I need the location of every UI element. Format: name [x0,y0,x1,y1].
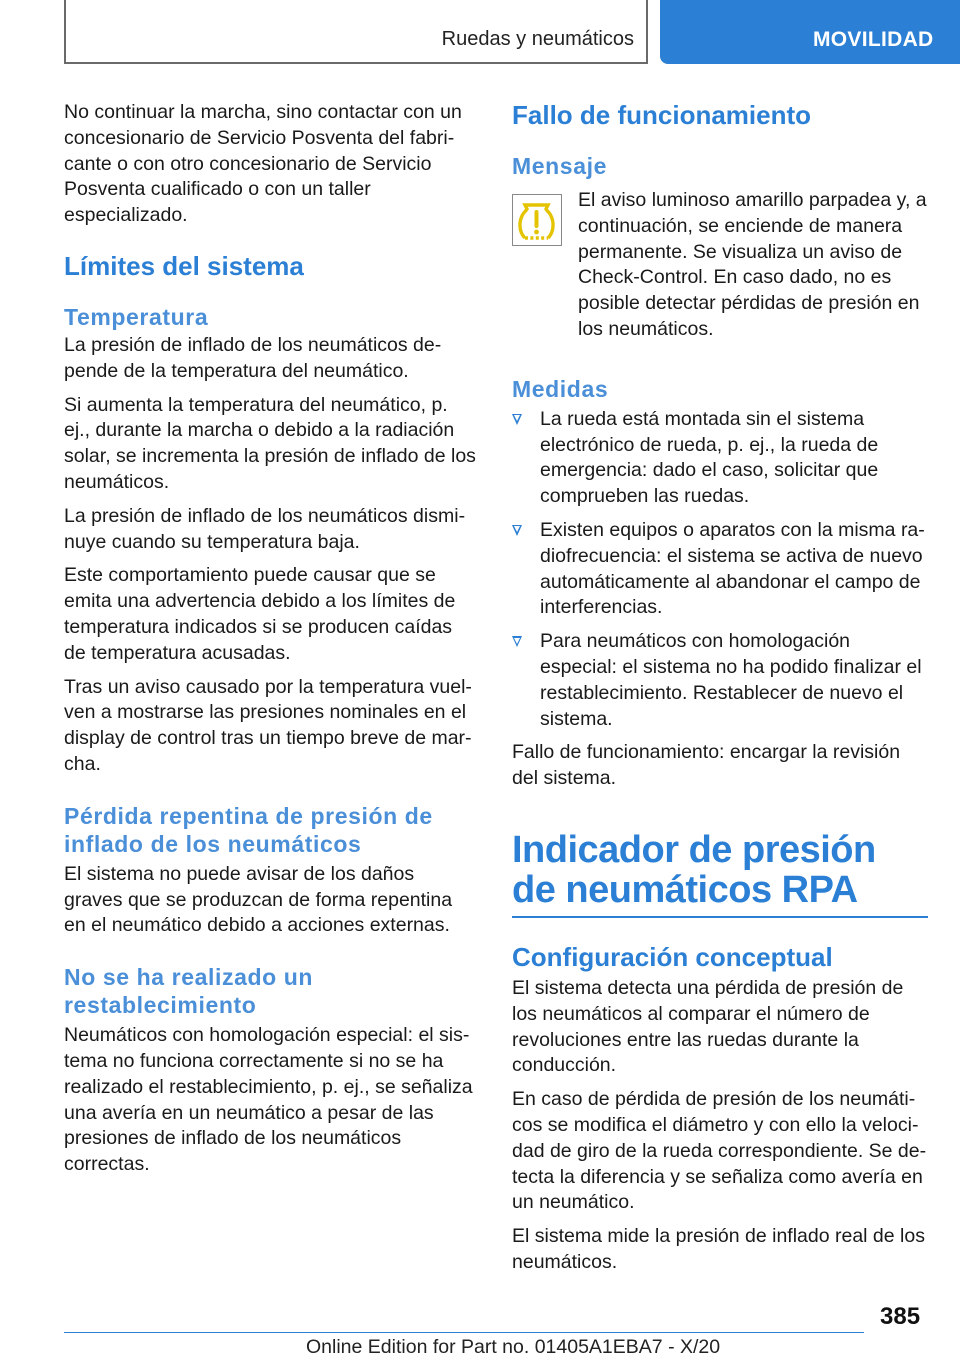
header-section-box [64,0,648,64]
temperature-paragraph-3: La presión de inflado de los neumáticos disminuye cuando su temperatura baja. [64,504,466,553]
list-item: Existen equipos o aparatos con la misma radiofrecuencia: el sistema se activa de nuevo automáticamente al abandonar el campo de interferencias. [512,518,928,621]
measures-list [512,407,928,733]
message-paragraph: El aviso luminoso amarillo parpadea y, a continuación, se enciende de manera permanente. Se visualiza un aviso de Check-Control. En caso dado, no es posible detectar pérdidas de presión en los neumáticos. [578,189,927,340]
right-column [512,100,928,1284]
chapter-tab[interactable] [660,0,960,64]
message-heading: Mensaje [512,153,607,179]
temperature-paragraph-1: La presión de inflado de los neumáticos depende de la temperatura del neumático. [64,333,442,382]
sudden-loss-heading: Pérdida repentina de presión de inflado de los neumáticos [64,802,433,857]
footer-rule [64,1332,864,1333]
concept-paragraph-1: El sistema detecta una pérdida de presión de los neumáticos al comparar el número de revoluciones entre las ruedas durante la conducción. [512,976,904,1077]
left-column [64,100,476,1186]
message-block [512,188,928,343]
triangle-bullet-icon [512,414,522,425]
concept-heading: Configuración conceptual [512,941,833,972]
concept-paragraph-2: En caso de pérdida de presión de los neumáticos se modifica el diámetro y con ello la velocidad de giro de la rueda correspondiente. Se detecta la diferencia y se señaliza como avería en un neumático. [512,1088,927,1214]
no-reset-paragraph: Neumáticos con homologación especial: el sistema no funciona correctamente si no se ha realizado el restablecimiento, p. ej., se señaliza una avería en un neumático a pesar de las presiones de inflado de los neumáticos correctas. [64,1024,473,1176]
malfunction-heading: Fallo de funcionamiento [512,100,812,130]
limits-heading: Límites del sistema [64,250,304,281]
malfunction-paragraph: Fallo de funcionamiento: encargar la revisión del sistema. [512,741,901,790]
list-item: La rueda está montada sin el sistema electrónico de rueda, p. ej., la rueda de emergencia: dado el caso, solicitar que comprueben las ruedas. [512,407,928,510]
chapter-tab-label: MOVILIDAD [813,28,934,51]
page-number: 385 [880,1303,921,1330]
concept-paragraph-3: El sistema mide la presión de inflado real de los neumáticos. [512,1225,925,1273]
rpa-heading: Indicador de presión de neumáticos RPA [512,828,876,911]
temperature-paragraph-4: Este comportamiento puede causar que se emita una advertencia debido a los límites de temperatura indicados si se producen caídas de temperatura acusadas. [64,564,456,664]
footer-edition: Online Edition for Part no. 01405A1EBA7 - X/20 [306,1336,721,1358]
sudden-loss-paragraph: El sistema no puede avisar de los daños graves que se produzcan de forma repentina en el neumático debido a acciones externas. [64,862,453,937]
temperature-paragraph-5: Tras un aviso causado por la temperatura vuelven a mostrarse las presiones nominales en el display de control tras un tiempo breve de marcha. [64,675,472,775]
list-item: Para neumáticos con homologación especial: el sistema no ha podido finalizar el restablecimiento. Restablecer de nuevo el sistema. [512,629,928,732]
triangle-bullet-icon [512,636,522,647]
temperature-heading: Temperatura [64,303,209,330]
no-reset-heading: No se ha realizado un restablecimiento [64,964,314,1019]
tire-pressure-warning-icon [512,194,562,246]
section-title: Ruedas y neumáticos [441,28,634,50]
intro-paragraph: No continuar la marcha, sino contactar con un concesionario de Servicio Posventa del fabricante o con otro concesionario de Servicio Posventa cualificado o con un taller especializado. [64,101,462,227]
triangle-bullet-icon [512,525,522,536]
measures-heading: Medidas [512,375,609,402]
temperature-paragraph-2: Si aumenta la temperatura del neumático, p. ej., durante la marcha o debido a la radiación solar, se incrementa la presión de inflado de los neumáticos. [64,393,476,493]
